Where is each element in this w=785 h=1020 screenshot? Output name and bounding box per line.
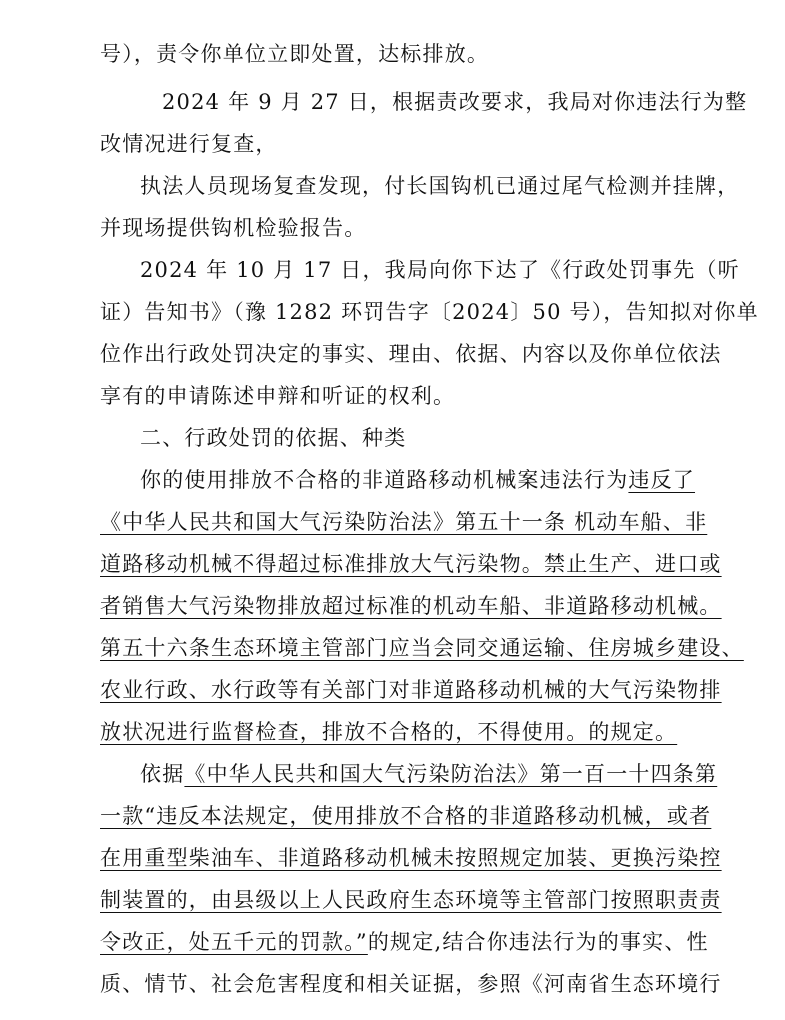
- underlined-segment: 《中华人民共和国大气污染防治法》第一百一十四条第: [184, 762, 718, 786]
- text-line: 2024 年 10 月 17 日，我局向你下达了《行政处罚事先（听: [140, 258, 740, 282]
- underlined-line: 放状况进行监督检查，排放不合格的，不得使用。的规定。: [100, 720, 678, 744]
- underlined-segment: 令改正，处五千元的罚款。”: [100, 930, 368, 954]
- text-segment: 依据: [140, 762, 185, 786]
- text-line: [140, 760, 717, 788]
- underlined-line: 者销售大气污染物排放超过标准的机动车船、非道路移动机械。: [100, 594, 722, 618]
- underlined-line: 第五十六条生态环境主管部门应当会同交通运输、住房城乡建设、: [100, 636, 744, 660]
- text-line: 改情况进行复查，: [100, 132, 278, 156]
- text-segment: 你的使用排放不合格的非道路移动机械案违法行为: [140, 468, 629, 492]
- text-line: 证）告知书》（豫 1282 环罚告字〔2024〕50 号），告知拟对你单: [100, 300, 759, 324]
- underlined-line: 一款“违反本法规定，使用排放不合格的非道路移动机械，或者: [100, 804, 712, 828]
- text-line: 位作出行政处罚决定的事实、理由、依据、内容以及你单位依法: [100, 342, 722, 366]
- underlined-line: 道路移动机械不得超过标准排放大气污染物。禁止生产、进口或: [100, 552, 722, 576]
- text-line: [140, 466, 695, 494]
- text-line: 执法人员现场复查发现，付长国钩机已通过尾气检测并挂牌，: [140, 174, 740, 198]
- text-line: 2024 年 9 月 27 日，根据责改要求，我局对你违法行为整: [162, 90, 748, 114]
- underlined-line: 农业行政、水行政等有关部门对非道路移动机械的大气污染物排: [100, 678, 722, 702]
- text-line: 号），责令你单位立即处置，达标排放。: [100, 42, 490, 66]
- underlined-line: 制装置的，由县级以上人民政府生态环境等主管部门按照职责责: [100, 888, 722, 912]
- section-heading: 二、行政处罚的依据、种类: [140, 426, 407, 450]
- underlined-segment: 违反了: [628, 468, 696, 492]
- text-line: [100, 928, 709, 956]
- text-line: 享有的申请陈述申辩和听证的权利。: [100, 384, 456, 408]
- underlined-line: 在用重型柴油车、非道路移动机械未按照规定加装、更换污染控: [100, 846, 722, 870]
- text-line: 并现场提供钩机检验报告。: [100, 216, 367, 240]
- text-segment: 的规定,结合你违法行为的事实、性: [367, 930, 709, 954]
- underlined-line: 《中华人民共和国大气污染防治法》第五十一条 机动车船、非: [100, 510, 708, 534]
- text-line: 质、情节、社会危害程度和相关证据，参照《河南省生态环境行: [100, 972, 722, 996]
